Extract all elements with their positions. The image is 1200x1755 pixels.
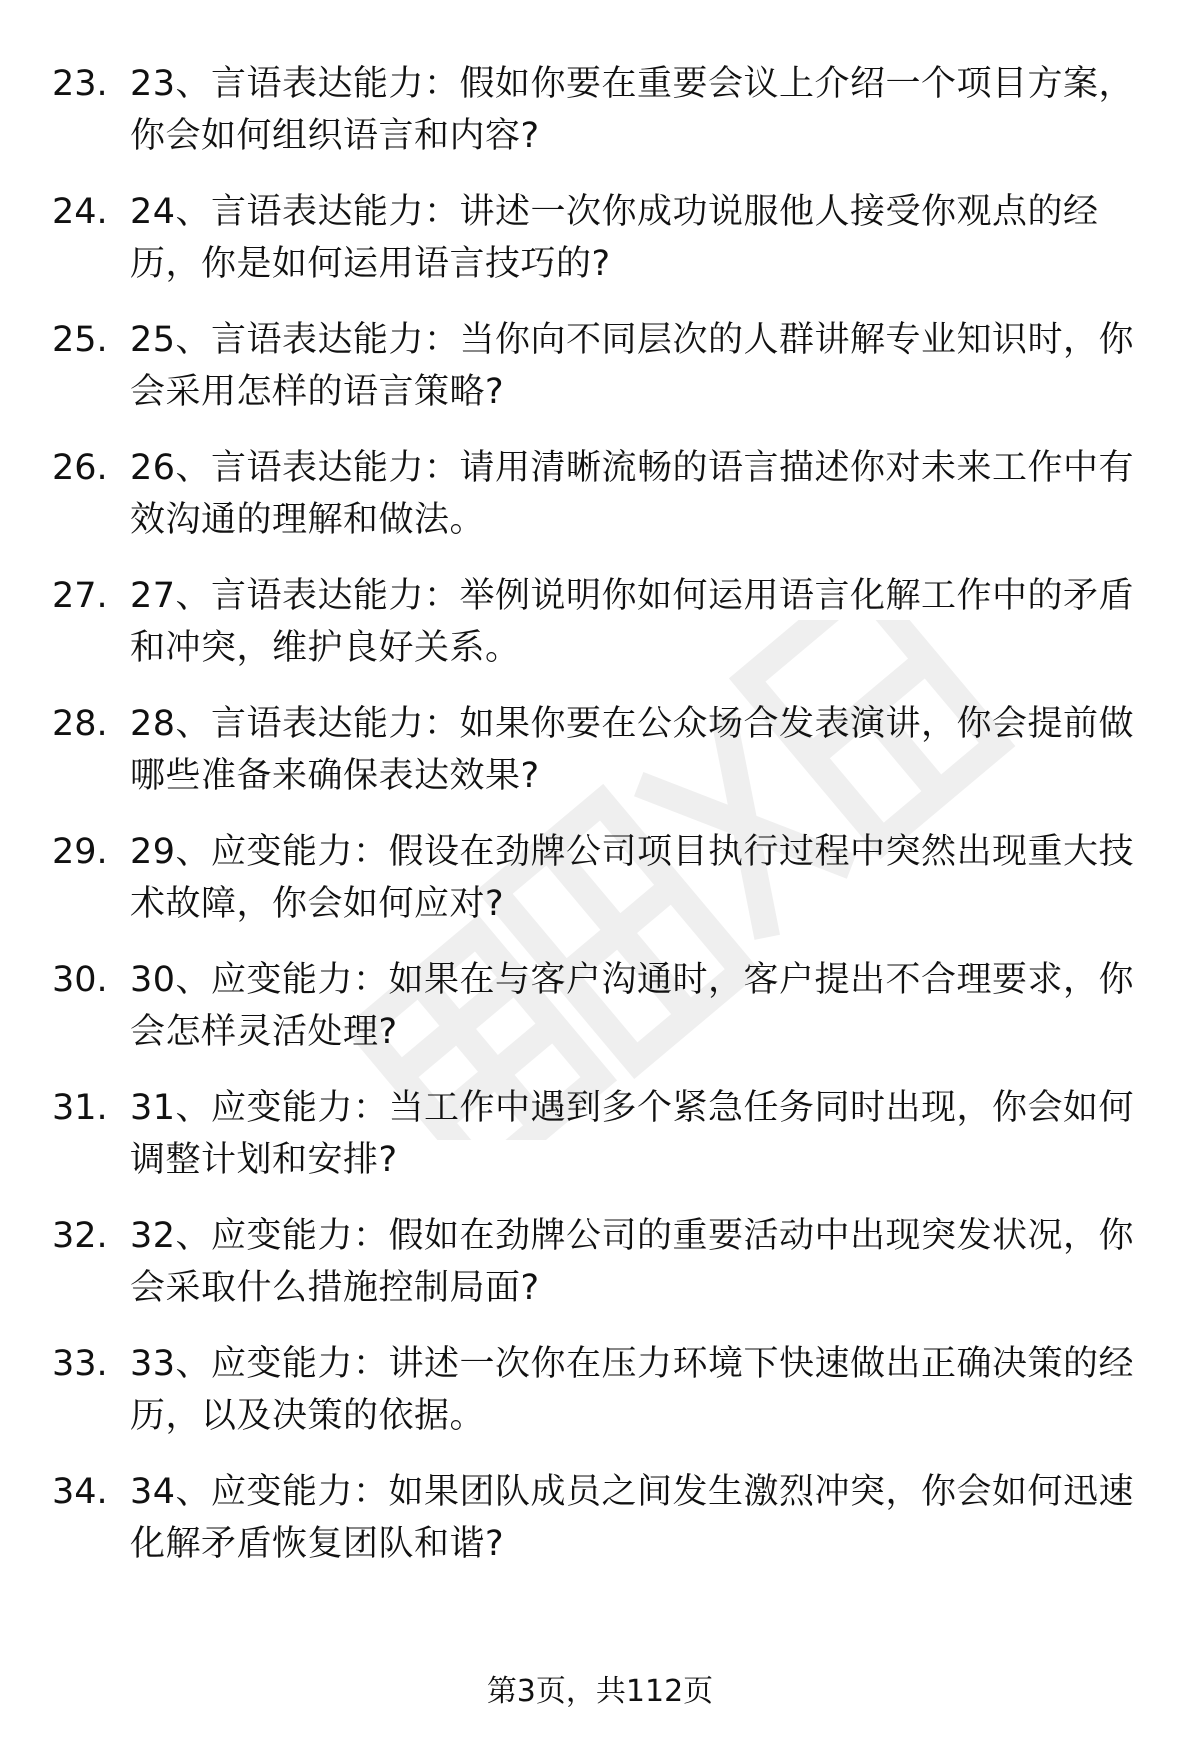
question-text: 28、言语表达能力：如果你要在公众场合发表演讲，你会提前做哪些准备来确保表达效果? [130, 704, 1135, 796]
list-item [0, 954, 1200, 1058]
question-text: 25、言语表达能力：当你向不同层次的人群讲解专业知识时，你会采用怎样的语言策略? [130, 320, 1135, 412]
list-item [0, 1466, 1200, 1570]
list-number: 32. [52, 1216, 108, 1256]
list-item [0, 58, 1200, 162]
list-item [0, 1082, 1200, 1186]
question-text: 24、言语表达能力：讲述一次你成功说服他人接受你观点的经历，你是如何运用语言技巧的? [130, 192, 1099, 284]
question-text: 29、应变能力：假设在劲牌公司项目执行过程中突然出现重大技术故障，你会如何应对? [130, 832, 1135, 924]
list-number: 34. [52, 1472, 108, 1512]
question-text: 34、应变能力：如果团队成员之间发生激烈冲突，你会如何迅速化解矛盾恢复团队和谐? [130, 1472, 1135, 1564]
question-text: 33、应变能力：讲述一次你在压力环境下快速做出正确决策的经历，以及决策的依据。 [130, 1344, 1135, 1436]
list-number: 23. [52, 64, 108, 104]
question-text: 31、应变能力：当工作中遇到多个紧急任务同时出现，你会如何调整计划和安排? [130, 1088, 1135, 1180]
list-number: 25. [52, 320, 108, 360]
list-item [0, 1210, 1200, 1314]
question-text: 26、言语表达能力：请用清晰流畅的语言描述你对未来工作中有效沟通的理解和做法。 [130, 448, 1135, 540]
list-number: 26. [52, 448, 108, 488]
list-number: 29. [52, 832, 108, 872]
list-item [0, 698, 1200, 802]
list-number: 24. [52, 192, 108, 232]
page-footer: 第3页，共112页 [486, 1674, 714, 1709]
list-item [0, 186, 1200, 290]
list-item [0, 570, 1200, 674]
list-number: 33. [52, 1344, 108, 1384]
list-item [0, 442, 1200, 546]
list-number: 28. [52, 704, 108, 744]
question-text: 30、应变能力：如果在与客户沟通时，客户提出不合理要求，你会怎样灵活处理? [130, 960, 1135, 1052]
question-text: 27、言语表达能力：举例说明你如何运用语言化解工作中的矛盾和冲突，维护良好关系。 [130, 576, 1135, 668]
list-number: 30. [52, 960, 108, 1000]
list-item [0, 826, 1200, 930]
list-item [0, 1338, 1200, 1442]
question-text: 32、应变能力：假如在劲牌公司的重要活动中出现突发状况，你会采取什么措施控制局面? [130, 1216, 1135, 1308]
list-item [0, 314, 1200, 418]
list-number: 27. [52, 576, 108, 616]
question-list [0, 58, 1200, 1594]
question-text: 23、言语表达能力：假如你要在重要会议上介绍一个项目方案，你会如何组织语言和内容? [130, 64, 1135, 156]
list-number: 31. [52, 1088, 108, 1128]
